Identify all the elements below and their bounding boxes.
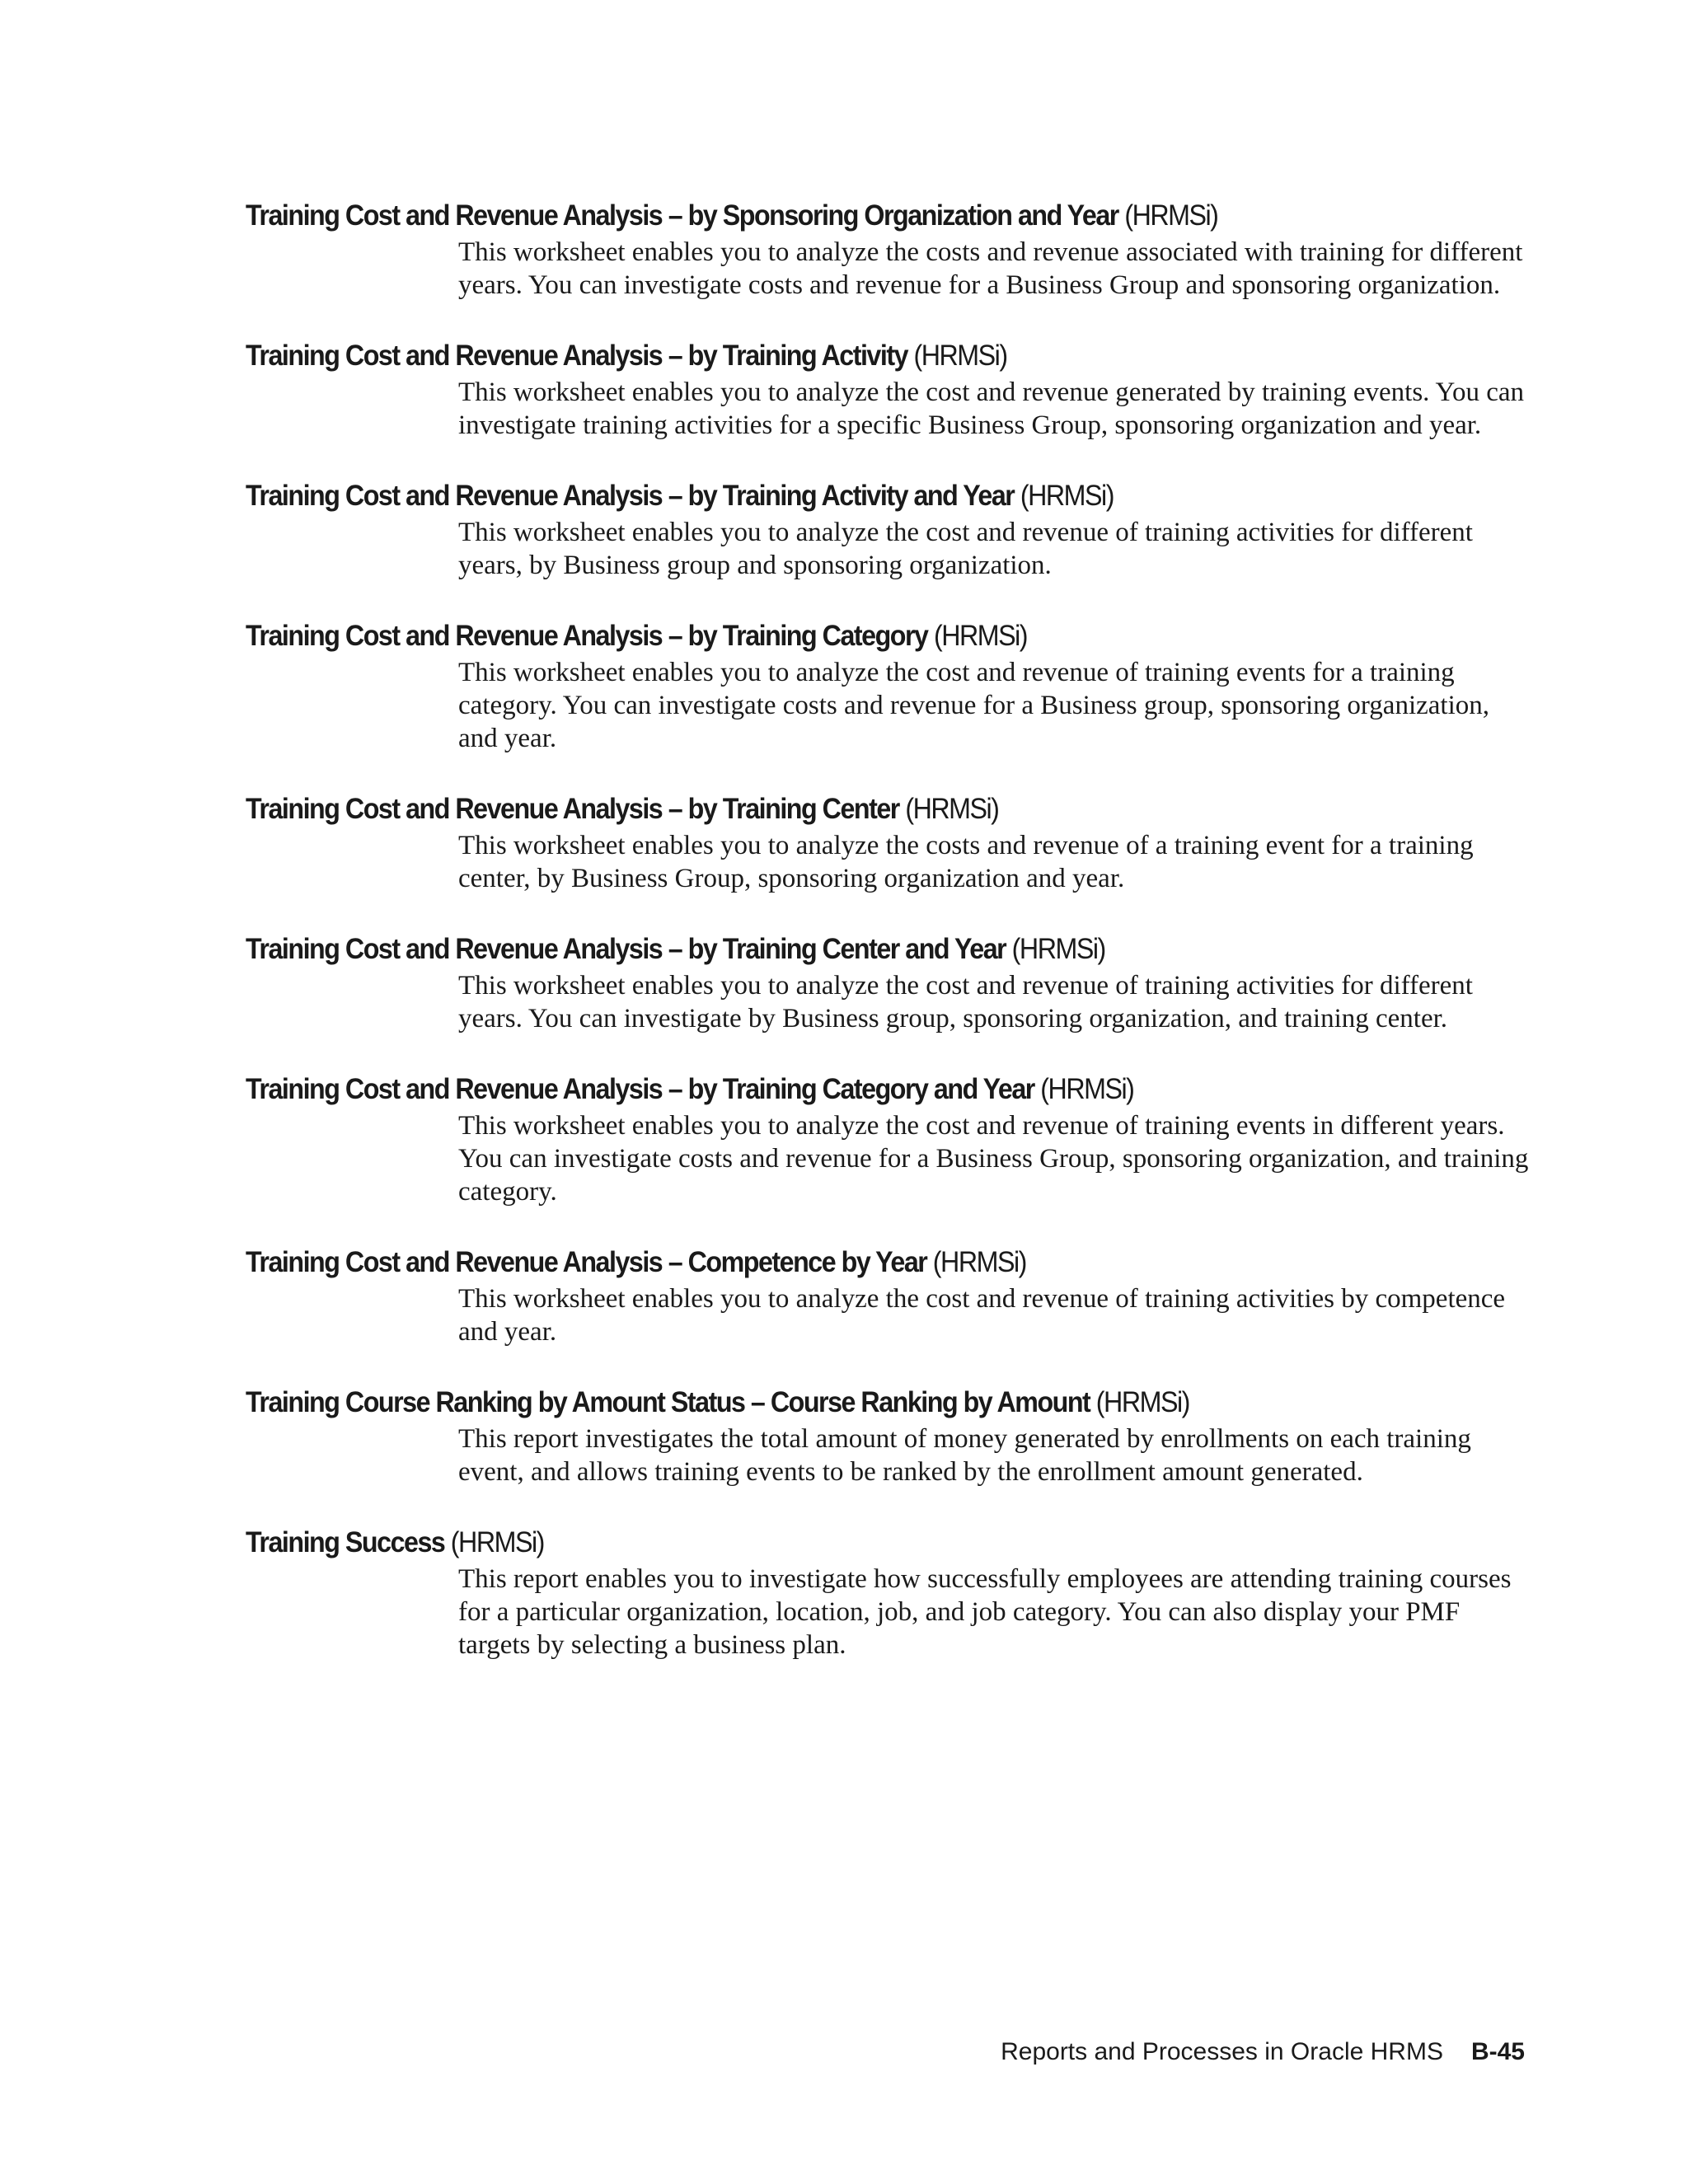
report-title (246, 790, 1428, 829)
report-title (246, 1383, 1428, 1422)
report-name: Training Cost and Revenue Analysis – by Sponsoring Organization and Year (246, 199, 1118, 232)
report-entry (246, 476, 1531, 582)
report-description: This worksheet enables you to analyze the costs and revenue associated with training for different years. You can investigate costs and revenue for a Business Group and sponsoring organization. (458, 237, 1523, 300)
report-description: This worksheet enables you to analyze the cost and revenue of training activities for different years, by Business group and sponsoring organization. (458, 518, 1473, 580)
report-name: Training Cost and Revenue Analysis – by Training Activity (246, 340, 908, 372)
report-title (246, 1523, 1428, 1563)
footer-text: Reports and Processes in Oracle HRMS (1001, 2038, 1443, 2065)
report-title (246, 930, 1428, 969)
report-description: This worksheet enables you to analyze the cost and revenue of training events for a training category. You can investigate costs and revenue for a Business group, sponsoring organization, and year. (458, 658, 1489, 753)
report-tag: (HRMSi) (933, 620, 1028, 652)
report-entry (246, 1243, 1531, 1348)
report-entry (246, 196, 1531, 302)
page-footer (1001, 2036, 1525, 2069)
report-entry (246, 1070, 1531, 1208)
report-tag: (HRMSi) (1020, 480, 1114, 512)
report-name: Training Cost and Revenue Analysis – by Training Center and Year (246, 933, 1006, 965)
page-number: B-45 (1470, 2038, 1525, 2065)
report-description: This worksheet enables you to analyze the cost and revenue generated by training events. You can investigate training activities for a specific Business Group, sponsoring organization and year. (458, 377, 1525, 440)
report-name: Training Course Ranking by Amount Status – Course Ranking by Amount (246, 1386, 1090, 1418)
report-description: This worksheet enables you to analyze the cost and revenue of training activities for different years. You can investigate by Business group, sponsoring organization, and training center. (458, 971, 1473, 1033)
report-description: This report investigates the total amount of money generated by enrollments on each training event, and allows training events to be ranked by the enrollment amount generated. (458, 1424, 1471, 1487)
report-title (246, 336, 1428, 376)
report-name: Training Cost and Revenue Analysis – by Training Category and Year (246, 1073, 1034, 1105)
report-tag: (HRMSi) (932, 1246, 1026, 1278)
report-entry (246, 336, 1531, 442)
report-description: This worksheet enables you to analyze the cost and revenue of training activities by competence and year. (458, 1284, 1506, 1347)
report-tag: (HRMSi) (1011, 933, 1105, 965)
report-tag: (HRMSi) (1124, 199, 1218, 232)
report-tag: (HRMSi) (1040, 1073, 1134, 1105)
report-entry (246, 790, 1531, 895)
report-title (246, 1243, 1428, 1282)
report-entry (246, 1523, 1531, 1661)
report-entry (246, 930, 1531, 1035)
report-name: Training Cost and Revenue Analysis – by Training Activity and Year (246, 480, 1015, 512)
report-name: Training Cost and Revenue Analysis – by Training Center (246, 793, 899, 825)
report-tag: (HRMSi) (450, 1526, 544, 1558)
report-description: This report enables you to investigate how successfully employees are attending training courses for a particular organization, location, job, and job category. You can also display your PMF targets by selecting a business plan. (458, 1564, 1512, 1660)
report-tag: (HRMSi) (913, 340, 1007, 372)
report-name: Training Success (246, 1526, 445, 1558)
report-tag: (HRMSi) (1095, 1386, 1189, 1418)
report-title (246, 616, 1428, 656)
report-name: Training Cost and Revenue Analysis – Competence by Year (246, 1246, 927, 1278)
report-title (246, 476, 1428, 516)
report-title (246, 196, 1428, 236)
report-tag: (HRMSi) (905, 793, 999, 825)
report-list (246, 196, 1531, 1696)
report-title (246, 1070, 1428, 1109)
report-entry (246, 616, 1531, 755)
report-description: This worksheet enables you to analyze the costs and revenue of a training event for a training center, by Business Group, sponsoring organization and year. (458, 831, 1474, 893)
report-entry (246, 1383, 1531, 1488)
report-name: Training Cost and Revenue Analysis – by Training Category (246, 620, 928, 652)
report-description: This worksheet enables you to analyze the cost and revenue of training events in different years. You can investigate costs and revenue for a Business Group, sponsoring organization, and training category. (458, 1111, 1529, 1207)
